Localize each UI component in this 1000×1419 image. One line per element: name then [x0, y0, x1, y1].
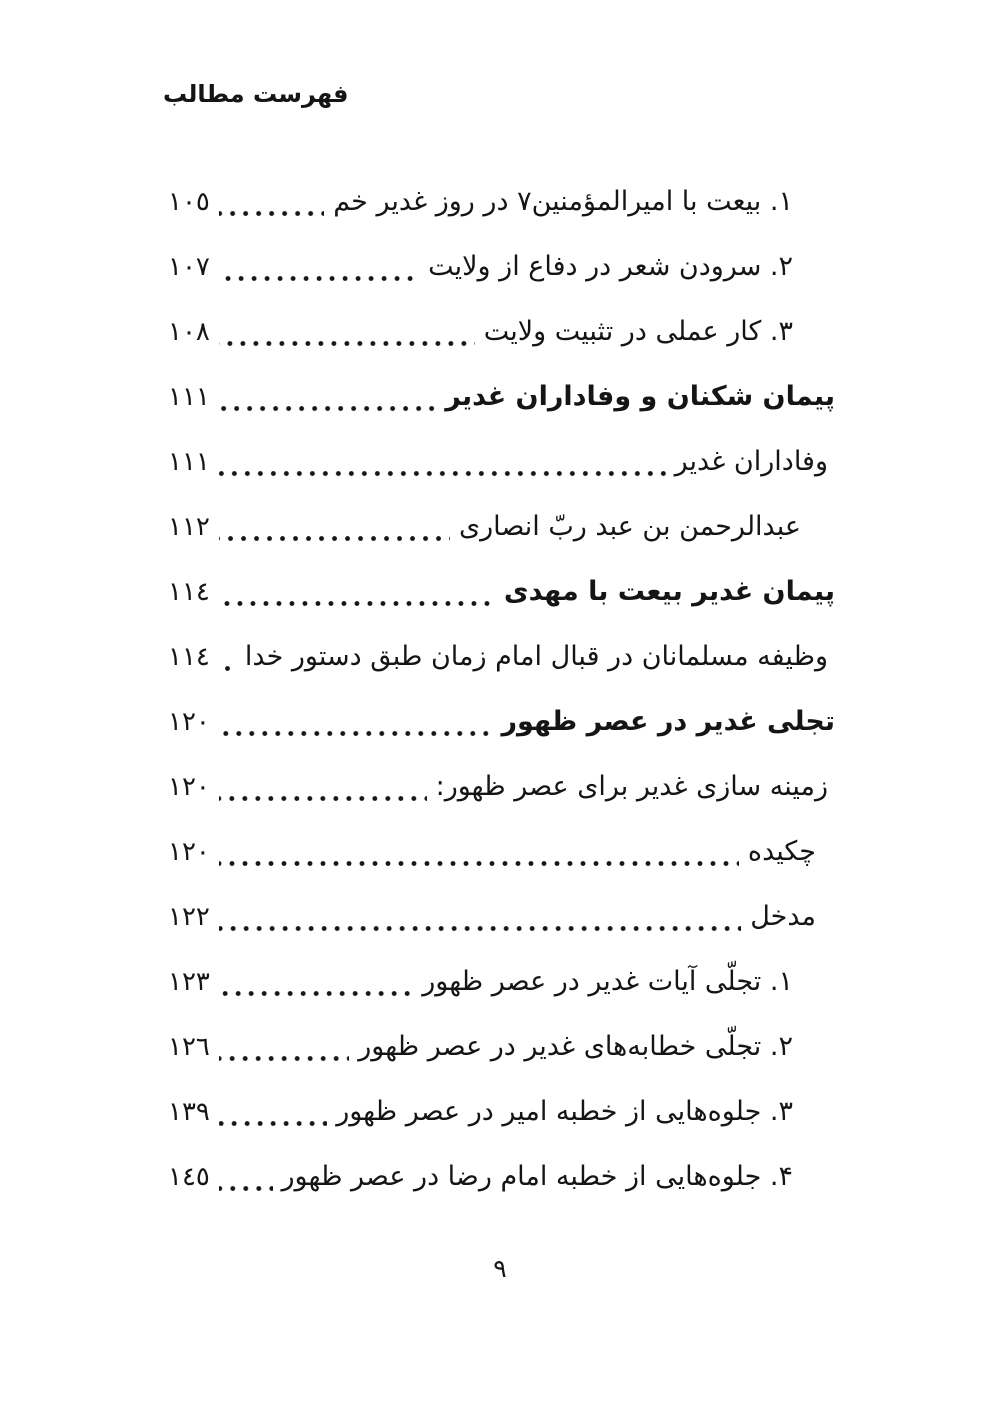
toc-entry-page: ١١٤ — [168, 641, 210, 672]
toc-entry — [168, 627, 828, 692]
toc-entry — [168, 952, 793, 1017]
toc-entry-title: ۲. سرودن شعر در دفاع از ولایت — [428, 251, 793, 282]
dotted-leader — [219, 237, 419, 302]
toc-entry-page: ١١٢ — [168, 511, 210, 542]
toc-entry-title: پیمان شکنان و وفاداران غدیر — [445, 381, 835, 412]
toc-entry-title: مدخل — [750, 901, 816, 932]
toc-entry-page: ١٢٢ — [168, 901, 210, 932]
dotted-leader — [219, 627, 236, 692]
dotted-leader — [219, 1147, 273, 1212]
toc-entry-page: ١٢٠ — [168, 771, 210, 802]
dotted-leader — [219, 562, 495, 627]
dotted-leader — [219, 172, 324, 237]
toc-entry-title: ۳. جلوه‌هایی از خطبه امیر در عصر ظهور — [336, 1096, 793, 1127]
toc-entry-title: وفاداران غدیر — [674, 446, 828, 477]
toc-entry-title: زمینه سازی غدیر برای عصر ظهور: — [435, 771, 828, 802]
toc-entry-title: ۲. تجلّی خطابه‌های غدیر در عصر ظهور — [358, 1031, 793, 1062]
dotted-leader — [219, 692, 493, 757]
toc-entry — [168, 822, 816, 887]
toc-entry — [168, 1082, 793, 1147]
toc-entry-title: ۱. تجلّی آیات غدیر در عصر ظهور — [422, 966, 793, 997]
dotted-leader — [219, 367, 436, 432]
page-number: ٩ — [493, 1254, 507, 1283]
toc-entry-title: تجلی غدیر در عصر ظهور — [501, 706, 835, 737]
toc-entry — [168, 887, 816, 952]
toc-entry-title: ۳. کار عملی در تثبیت ولایت — [483, 316, 793, 347]
dotted-leader — [219, 432, 666, 497]
toc-entry-page: ١١٤ — [168, 576, 210, 607]
toc-entry-page: ١٢٠ — [168, 706, 210, 737]
toc-entry-page: ١٠٧ — [168, 251, 210, 282]
dotted-leader — [219, 887, 741, 952]
toc-entry-page: ١٢٣ — [168, 966, 210, 997]
dotted-leader — [219, 1082, 327, 1147]
toc-entry — [168, 432, 828, 497]
toc-entry-title: ۱. بیعت با امیرالمؤمنین۷ در روز غدیر خم — [333, 186, 793, 217]
dotted-leader — [219, 952, 413, 1017]
toc-entry-title: عبدالرحمن بن عبد ربّ انصاری — [458, 511, 801, 542]
toc-entry-page: ١٣٩ — [168, 1096, 210, 1127]
dotted-leader — [219, 1017, 349, 1082]
toc-entry — [168, 497, 801, 562]
toc-entry-page: ١٢٦ — [168, 1031, 210, 1062]
toc-section-header — [168, 562, 835, 627]
toc-entry-title: وظیفه مسلمانان در قبال امام زمان طبق دستور خدا — [244, 641, 828, 672]
toc-section-header — [168, 692, 835, 757]
toc-entry-title: چکیده — [747, 836, 816, 867]
toc-entry-title: ۴. جلوه‌هایی از خطبه امام رضا در عصر ظهور — [281, 1161, 793, 1192]
toc-entry — [168, 1147, 793, 1212]
toc-entry-page: ١١١ — [168, 446, 210, 477]
toc-entry — [168, 757, 828, 822]
toc-entry — [168, 302, 793, 367]
toc-entry-page: ١٠٨ — [168, 316, 210, 347]
toc-entry — [168, 237, 793, 302]
dotted-leader — [219, 822, 739, 887]
dotted-leader — [219, 497, 450, 562]
toc-entry-page: ١٠٥ — [168, 186, 210, 217]
toc-entry — [168, 172, 793, 237]
toc-entry-title: پیمان غدیر بیعت با مهدی — [503, 576, 835, 607]
toc-section-header — [168, 367, 835, 432]
running-header: فهرست مطالب — [163, 80, 349, 108]
dotted-leader — [219, 757, 427, 822]
toc-entry — [168, 1017, 793, 1082]
toc-entry-page: ١٢٠ — [168, 836, 210, 867]
dotted-leader — [219, 302, 475, 367]
toc-entry-page: ١٤٥ — [168, 1161, 210, 1192]
toc-list — [168, 172, 835, 1212]
toc-entry-page: ١١١ — [168, 381, 210, 412]
